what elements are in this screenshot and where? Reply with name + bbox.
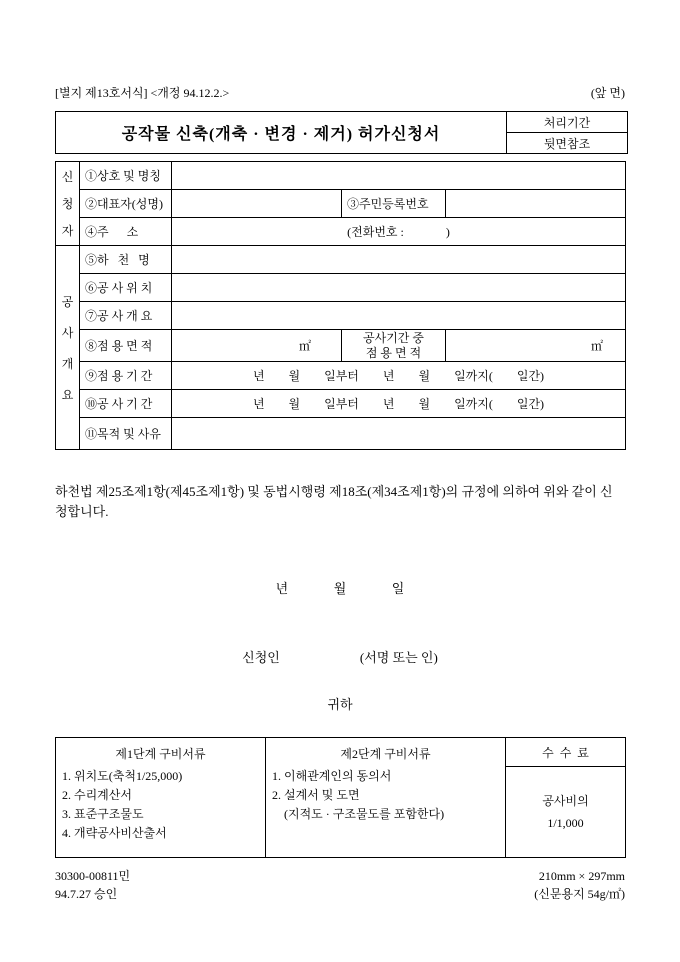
list-item: 1. 위치도(축척1/25,000) — [62, 769, 183, 783]
fee-value-cell — [506, 767, 626, 858]
signature-line — [55, 647, 625, 666]
construction-group-vertical-text: 공 사 개 요 — [61, 294, 74, 402]
fee-line-1: 공사비의 — [542, 794, 589, 808]
field-label-construction-location: ⑥공 사 위 치 — [80, 274, 172, 302]
stage1-documents-cell — [56, 738, 266, 858]
field-label-representative: ②대표자(성명) — [80, 190, 172, 218]
fee-header: 수 수 료 — [506, 738, 626, 767]
stage2-documents-header: 제2단계 구비서류 — [340, 747, 431, 761]
list-item: 2. 수리계산서 — [62, 788, 132, 802]
stage1-documents-header: 제1단계 구비서류 — [115, 747, 206, 761]
paper-size: 210mm × 297mm — [538, 869, 625, 883]
field-label-address: ④주 소 — [80, 218, 172, 246]
footer-left — [55, 867, 130, 903]
field-label-river-name: ⑤하 천 명 — [80, 246, 172, 274]
field-value-occupied-area-unit: ㎡ — [172, 330, 342, 362]
field-value-construction-outline — [172, 302, 626, 330]
applicant-signer-label: 신청인 — [242, 650, 280, 665]
form-title: 공작물 신축(개축 · 변경 · 제거) 허가신청서 — [56, 112, 507, 154]
field-value-construction-location — [172, 274, 626, 302]
stage2-documents-list — [272, 767, 499, 824]
field-value-river-name — [172, 246, 626, 274]
form-reference: [별지 제13호서식] <개정 94.12.2.> — [55, 86, 230, 100]
field-value-address-phone: (전화번호 : ) — [172, 218, 626, 246]
applicant-group-vertical-text: 신 청 자 — [61, 170, 74, 238]
page-footer — [55, 867, 625, 903]
field-label-construction-period: ⑩공 사 기 간 — [80, 390, 172, 418]
list-item: 2. 설계서 및 도면 — [272, 788, 360, 802]
field-label-occupation-period: ⑨점 용 기 간 — [80, 362, 172, 390]
field-label-resident-reg-no: ③주민등록번호 — [342, 190, 446, 218]
field-value-purpose-reason — [172, 418, 626, 450]
title-table — [55, 111, 628, 154]
required-documents-table — [55, 737, 626, 858]
form-code: 30300-00811민 — [55, 869, 131, 883]
field-value-resident-reg-no — [446, 190, 626, 218]
construction-group-label — [56, 246, 80, 450]
field-value-trade-name — [172, 162, 626, 190]
page-side-label: (앞 면) — [590, 86, 625, 100]
signature-note: (서명 또는 인) — [359, 650, 438, 665]
footer-right — [534, 867, 625, 903]
list-item: 4. 개략공사비산출서 — [62, 826, 167, 840]
field-label-construction-outline: ⑦공 사 개 요 — [80, 302, 172, 330]
field-value-representative — [172, 190, 342, 218]
field-label-trade-name: ①상호 및 명칭 — [80, 162, 172, 190]
stage2-documents-cell — [266, 738, 506, 858]
page-header — [55, 84, 625, 101]
field-label-area-during-construction — [342, 330, 446, 362]
field-value-area-during-construction-unit: ㎡ — [446, 330, 626, 362]
processing-period-label: 처리기간 — [507, 112, 628, 133]
list-item: 1. 이해관계인의 동의서 — [272, 769, 392, 783]
field-value-occupation-period: 년 월 일부터 년 월 일까지( 일간) — [172, 362, 626, 390]
applicant-group-label — [56, 162, 80, 246]
declaration-text: 하천법 제25조제1항(제45조제1항) 및 동법시행령 제18조(제34조제1항)의 규정에 의하여 위와 같이 신청합니다. — [55, 484, 613, 519]
processing-period-value: 뒷면참조 — [507, 133, 628, 154]
list-item: (지적도 · 구조물도를 포함한다) — [272, 807, 445, 821]
stage1-documents-list — [62, 767, 259, 843]
fee-line-2: 1/1,000 — [547, 816, 584, 830]
field-label-occupied-area: ⑧점 용 면 적 — [80, 330, 172, 362]
application-table — [55, 161, 626, 450]
field-value-construction-period: 년 월 일부터 년 월 일까지( 일간) — [172, 390, 626, 418]
form-page — [55, 0, 625, 903]
label-line-1: 공사기간 중 — [363, 330, 424, 345]
list-item: 3. 표준구조물도 — [62, 807, 144, 821]
paper-spec: (신문용지 54g/㎡) — [534, 887, 625, 901]
label-line-2: 점 용 면 적 — [365, 345, 422, 360]
field-label-purpose-reason: ⑪목적 및 사유 — [80, 418, 172, 450]
approval-date: 94.7.27 승인 — [55, 887, 118, 901]
date-line: 년 월 일 — [275, 581, 405, 596]
recipient-label: 귀하 — [327, 697, 353, 712]
